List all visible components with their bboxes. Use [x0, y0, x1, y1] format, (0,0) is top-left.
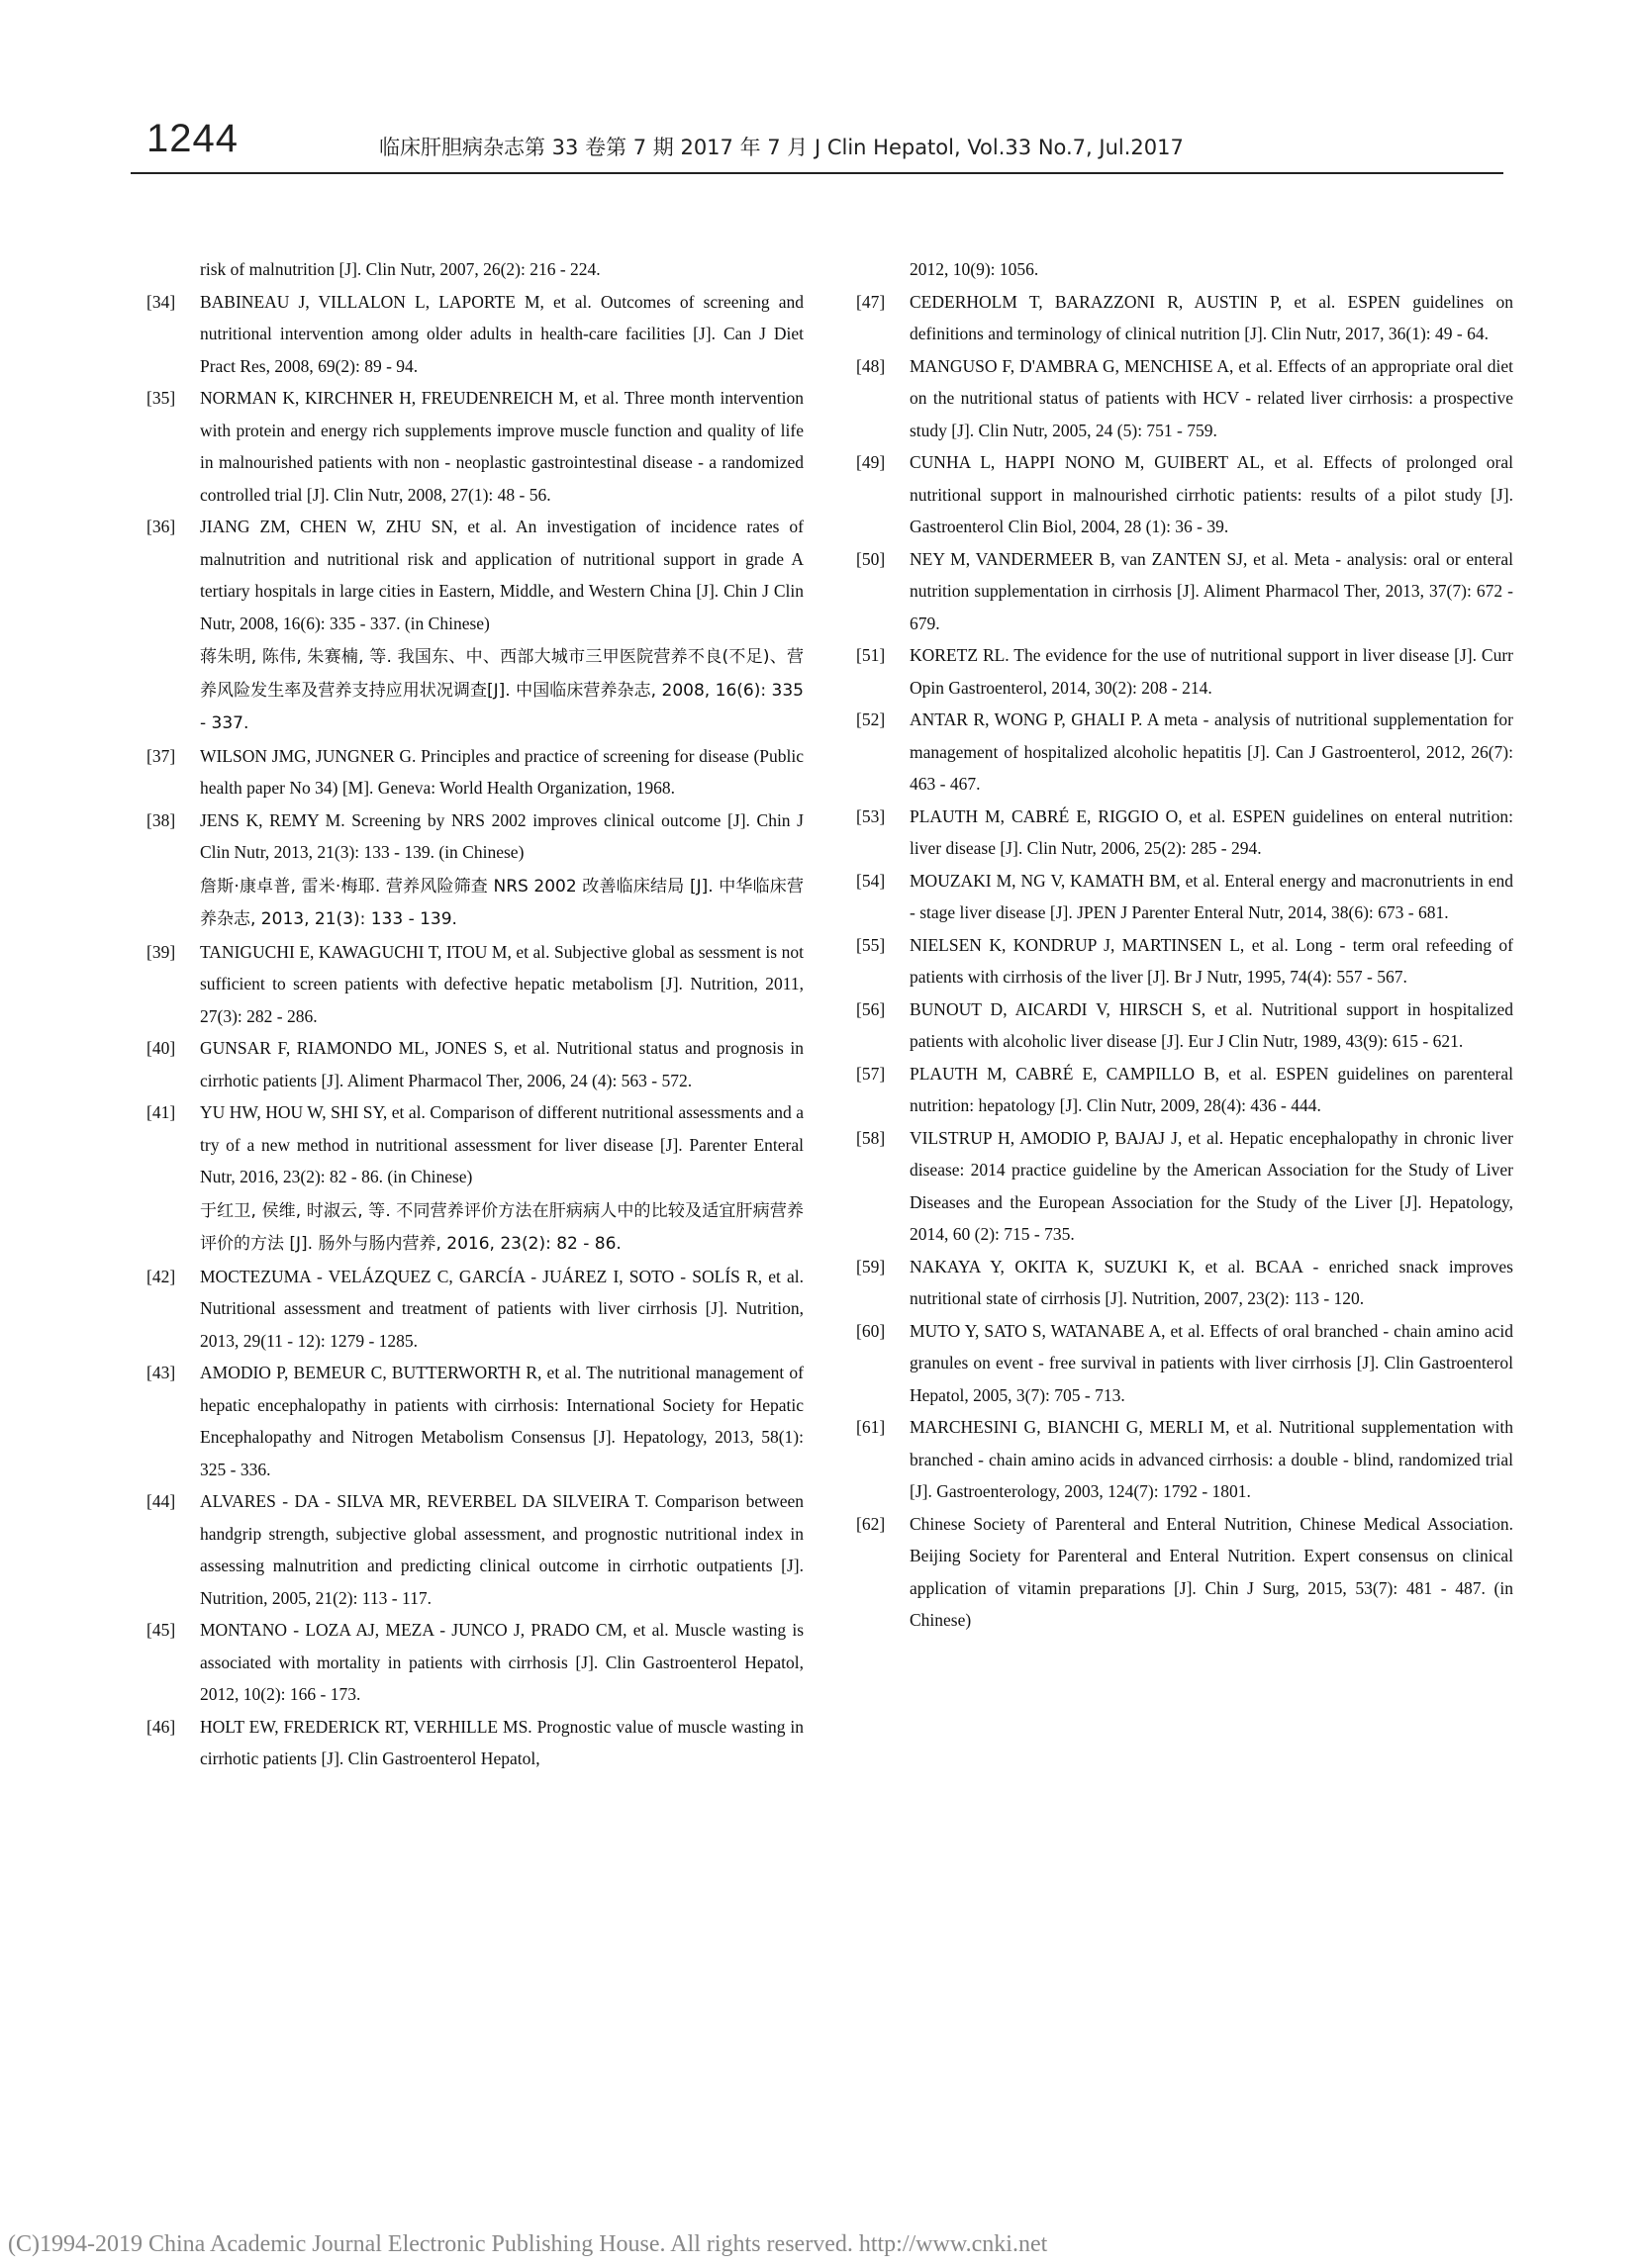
reference-text-block [910, 543, 1513, 640]
reference-item [856, 865, 1513, 929]
reference-item [146, 740, 804, 804]
reference-item [856, 1251, 1513, 1315]
reference-number: [54] [856, 870, 886, 891]
reference-text: HOLT EW, FREDERICK RT, VERHILLE MS. Prognostic value of muscle wasting in cirrhotic patients [J]. Clin Gastroenterol Hepatol, [200, 1716, 804, 1768]
reference-number: [58] [856, 1127, 886, 1148]
reference-item [856, 1122, 1513, 1251]
copyright-footer: (C)1994-2019 China Academic Journal Electronic Publishing House. All rights reserved. http://www.cnki.net [8, 2231, 1048, 2257]
reference-item [146, 511, 804, 740]
reference-text: Chinese Society of Parenteral and Enteral Nutrition, Chinese Medical Association. Beijing Society for Parenteral and Enteral Nutrition. Expert consensus on clinical application of vitamin preparations [J]. Chin J Surg, 2015, 53(7): 481 - 487. (in Chinese) [910, 1513, 1513, 1630]
reference-text: TANIGUCHI E, KAWAGUCHI T, ITOU M, et al. Subjective global as sessment is not sufficient to screen patients with defective hepatic metabolism [J]. Nutrition, 2011, 27(3): 282 - 286. [200, 941, 804, 1026]
reference-item [146, 253, 804, 286]
reference-number: [39] [146, 941, 176, 962]
reference-text-block [910, 350, 1513, 447]
reference-number: [53] [856, 805, 886, 826]
reference-number: [43] [146, 1363, 176, 1382]
reference-item [856, 543, 1513, 640]
reference-text-block [910, 704, 1513, 801]
reference-text: risk of malnutrition [J]. Clin Nutr, 2007, 26(2): 216 - 224. [200, 259, 601, 279]
reference-item [146, 1711, 804, 1775]
reference-item [146, 1261, 804, 1358]
reference-item [146, 1096, 804, 1261]
reference-text: GUNSAR F, RIAMONDO ML, JONES S, et al. Nutritional status and prognosis in cirrhotic patients [J]. Aliment Pharmacol Ther, 2006, 24 (4): 563 - 572. [200, 1038, 804, 1090]
reference-item [856, 704, 1513, 801]
reference-text-block [200, 804, 804, 936]
reference-item [856, 993, 1513, 1058]
reference-number: [42] [146, 1266, 176, 1286]
reference-chinese-text: 蒋朱明, 陈伟, 朱赛楠, 等. 我国东、中、西部大城市三甲医院营养不良(不足)、营养风险发生率及营养支持应用状况调查[J]. 中国临床营养杂志, 2008, 16(6): 335 - 337. [200, 647, 804, 733]
reference-text-block [200, 1032, 804, 1096]
reference-number: [40] [146, 1038, 176, 1058]
reference-number: [51] [856, 645, 886, 665]
reference-item [146, 804, 804, 936]
reference-text: BABINEAU J, VILLALON L, LAPORTE M, et al. Outcomes of screening and nutritional intervention among older adults in health-care facilities [J]. Can J Diet Pract Res, 2008, 69(2): 89 - 94. [200, 291, 804, 376]
reference-number: [56] [856, 998, 886, 1019]
reference-text-block [200, 1485, 804, 1614]
reference-text-block [910, 446, 1513, 543]
reference-number: [41] [146, 1102, 176, 1122]
reference-item [146, 1614, 804, 1711]
reference-text: MARCHESINI G, BIANCHI G, MERLI M, et al. Nutritional supplementation with branched - chain amino acids in advanced cirrhosis: a double - blind, randomized trial [J]. Gastroenterology, 2003, 124(7): 1792 - 1801. [910, 1417, 1513, 1501]
reference-text: NAKAYA Y, OKITA K, SUZUKI K, et al. BCAA - enriched snack improves nutritional state of cirrhosis [J]. Nutrition, 2007, 23(2): 113 - 120. [910, 1256, 1513, 1308]
reference-text: MOCTEZUMA - VELÁZQUEZ C, GARCÍA - JUÁREZ I, SOTO - SOLÍS R, et al. Nutritional assessment and treatment of patients with liver cirrhosis [J]. Nutrition, 2013, 29(11 - 12): 1279 - 1285. [200, 1266, 804, 1351]
reference-text: JENS K, REMY M. Screening by NRS 2002 improves clinical outcome [J]. Chin J Clin Nutr, 2013, 21(3): 133 - 139. (in Chinese) [200, 809, 804, 862]
reference-text: MONTANO - LOZA AJ, MEZA - JUNCO J, PRADO CM, et al. Muscle wasting is associated with mortality in patients with cirrhosis [J]. Clin Gastroenterol Hepatol, 2012, 10(2): 166 - 173. [200, 1620, 804, 1704]
reference-text: NEY M, VANDERMEER B, van ZANTEN SJ, et al. Meta - analysis: oral or enteral nutrition supplementation in cirrhosis [J]. Aliment Pharmacol Ther, 2013, 37(7): 672 - 679. [910, 548, 1513, 633]
reference-text: MANGUSO F, D'AMBRA G, MENCHISE A, et al. Effects of an appropriate oral diet on the nutritional status of patients with HCV - related liver cirrhosis: a prospective study [J]. Clin Nutr, 2005, 24 (5): 751 - 759. [910, 355, 1513, 440]
reference-item [146, 936, 804, 1033]
reference-item [146, 1485, 804, 1614]
reference-item [146, 1357, 804, 1485]
reference-text-block [200, 382, 804, 511]
reference-text-block [200, 286, 804, 383]
reference-text-block [200, 1261, 804, 1358]
reference-text: CEDERHOLM T, BARAZZONI R, AUSTIN P, et al. ESPEN guidelines on definitions and terminology of clinical nutrition [J]. Clin Nutr, 2017, 36(1): 49 - 64. [910, 291, 1513, 343]
reference-item [856, 253, 1513, 286]
reference-number: [55] [856, 934, 886, 955]
reference-text: WILSON JMG, JUNGNER G. Principles and practice of screening for disease (Public health paper No 34) [M]. Geneva: World Health Organization, 1968. [200, 745, 804, 798]
reference-number: [36] [146, 517, 176, 536]
reference-item [856, 446, 1513, 543]
reference-number: [59] [856, 1256, 886, 1276]
reference-text: ANTAR R, WONG P, GHALI P. A meta - analysis of nutritional supplementation for management of hospitalized alcoholic hepatitis [J]. Can J Gastroenterol, 2012, 26(7): 463 - 467. [910, 709, 1513, 794]
reference-item [146, 382, 804, 511]
reference-item [856, 286, 1513, 350]
reference-item [856, 1315, 1513, 1412]
reference-text-block [200, 1096, 804, 1261]
reference-item [146, 1032, 804, 1096]
reference-number: [62] [856, 1513, 886, 1534]
reference-number: [60] [856, 1320, 886, 1341]
reference-number: [57] [856, 1063, 886, 1084]
header-rule [131, 172, 1503, 174]
reference-text-block [200, 253, 804, 286]
reference-text: JIANG ZM, CHEN W, ZHU SN, et al. An investigation of incidence rates of malnutrition and nutritional risk and application of nutritional support in grade A tertiary hospitals in large cities in Eastern, Middle, and Western China [J]. Chin J Clin Nutr, 2008, 16(6): 335 - 337. (in Chinese) [200, 517, 804, 633]
reference-item [856, 801, 1513, 865]
reference-number: [44] [146, 1491, 176, 1511]
reference-number: [50] [856, 548, 886, 569]
reference-text: MOUZAKI M, NG V, KAMATH BM, et al. Enteral energy and macronutrients in end - stage liver disease [J]. JPEN J Parenter Enteral Nutr, 2014, 38(6): 673 - 681. [910, 870, 1513, 922]
page-number: 1244 [146, 117, 239, 160]
reference-item [856, 1058, 1513, 1122]
reference-text: VILSTRUP H, AMODIO P, BAJAJ J, et al. Hepatic encephalopathy in chronic liver disease: 2014 practice guideline by the American Association for the Study of Liver Diseases and the European Association for the Study of the Liver [J]. Hepatology, 2014, 60 (2): 715 - 735. [910, 1127, 1513, 1244]
reference-text-block [910, 286, 1513, 350]
reference-text-block [910, 993, 1513, 1058]
reference-text: KORETZ RL. The evidence for the use of nutritional support in liver disease [J]. Curr Opin Gastroenterol, 2014, 30(2): 208 - 214. [910, 645, 1513, 698]
reference-number: [61] [856, 1417, 886, 1437]
reference-chinese-text: 詹斯·康卓普, 雷米·梅耶. 营养风险筛查 NRS 2002 改善临床结局 [J]. 中华临床营养杂志, 2013, 21(3): 133 - 139. [200, 876, 804, 929]
reference-number: [34] [146, 291, 176, 312]
reference-text: PLAUTH M, CABRÉ E, RIGGIO O, et al. ESPEN guidelines on enteral nutrition: liver disease [J]. Clin Nutr, 2006, 25(2): 285 - 294. [910, 805, 1513, 858]
reference-text: AMODIO P, BEMEUR C, BUTTERWORTH R, et al. The nutritional management of hepatic encephalopathy in patients with cirrhosis: International Society for Hepatic Encephalopathy and Nitrogen Metabolism Consensus [J]. Hepatology, 2013, 58(1): 325 - 336. [200, 1363, 804, 1479]
reference-text-block [200, 511, 804, 740]
references-right-column [856, 253, 1513, 1637]
reference-number: [52] [856, 709, 886, 729]
reference-text: BUNOUT D, AICARDI V, HIRSCH S, et al. Nutritional support in hospitalized patients with alcoholic liver disease [J]. Eur J Clin Nutr, 1989, 43(9): 615 - 621. [910, 998, 1513, 1051]
reference-text-block [910, 1251, 1513, 1315]
reference-number: [48] [856, 355, 886, 376]
reference-item [856, 350, 1513, 447]
reference-text: ALVARES - DA - SILVA MR, REVERBEL DA SILVEIRA T. Comparison between handgrip strength, subjective global assessment, and prognostic nutritional index in assessing malnutrition and predicting clinical outcome in cirrhotic outpatients [J]. Nutrition, 2005, 21(2): 113 - 117. [200, 1491, 804, 1608]
reference-text: MUTO Y, SATO S, WATANABE A, et al. Effects of oral branched - chain amino acid granules on event - free survival in patients with liver cirrhosis [J]. Clin Gastroenterol Hepatol, 2005, 3(7): 705 - 713. [910, 1320, 1513, 1405]
reference-number: [46] [146, 1716, 176, 1737]
reference-text: CUNHA L, HAPPI NONO M, GUIBERT AL, et al. Effects of prolonged oral nutritional support in malnourished cirrhotic patients: results of a pilot study [J]. Gastroenterol Clin Biol, 2004, 28 (1): 36 - 39. [910, 452, 1513, 536]
reference-text-block [200, 740, 804, 804]
reference-text-block [910, 253, 1513, 286]
reference-text-block [910, 1411, 1513, 1508]
references-left-column [146, 253, 804, 1775]
reference-chinese-text: 于红卫, 侯维, 时淑云, 等. 不同营养评价方法在肝病病人中的比较及适宜肝病营养评价的方法 [J]. 肠外与肠内营养, 2016, 23(2): 82 - 86. [200, 1200, 804, 1254]
running-title: 临床肝胆病杂志第 33 卷第 7 期 2017 年 7 月 J Clin Hepatol, Vol.33 No.7, Jul.2017 [379, 136, 1184, 159]
reference-text-block [910, 929, 1513, 993]
reference-item [146, 286, 804, 383]
reference-text: PLAUTH M, CABRÉ E, CAMPILLO B, et al. ESPEN guidelines on parenteral nutrition: hepatology [J]. Clin Nutr, 2009, 28(4): 436 - 444. [910, 1063, 1513, 1115]
reference-text-block [200, 1357, 804, 1485]
reference-text-block [200, 936, 804, 1033]
reference-text: YU HW, HOU W, SHI SY, et al. Comparison of different nutritional assessments and a try of a new method in nutritional assessment for liver disease [J]. Parenter Enteral Nutr, 2016, 23(2): 82 - 86. (in Chinese) [200, 1102, 804, 1186]
reference-text-block [200, 1711, 804, 1775]
reference-text: NORMAN K, KIRCHNER H, FREUDENREICH M, et al. Three month intervention with protein and energy rich supplements improve muscle function and quality of life in malnourished patients with non - neoplastic gastrointestinal disease - a randomized controlled trial [J]. Clin Nutr, 2008, 27(1): 48 - 56. [200, 388, 804, 505]
reference-text-block [910, 801, 1513, 865]
reference-text-block [910, 1122, 1513, 1251]
reference-text-block [910, 639, 1513, 704]
reference-text: NIELSEN K, KONDRUP J, MARTINSEN L, et al. Long - term oral refeeding of patients with cirrhosis of the liver [J]. Br J Nutr, 1995, 74(4): 557 - 567. [910, 934, 1513, 987]
reference-item [856, 929, 1513, 993]
reference-item [856, 1508, 1513, 1637]
reference-text-block [910, 1508, 1513, 1637]
reference-number: [38] [146, 809, 176, 830]
reference-number: [47] [856, 291, 886, 312]
reference-item [856, 639, 1513, 704]
reference-number: [49] [856, 452, 886, 472]
reference-text-block [200, 1614, 804, 1711]
reference-text-block [910, 1058, 1513, 1122]
reference-text-block [910, 1315, 1513, 1412]
reference-number: [45] [146, 1620, 176, 1640]
reference-item [856, 1411, 1513, 1508]
reference-number: [37] [146, 745, 176, 766]
reference-text-block [910, 865, 1513, 929]
reference-number: [35] [146, 388, 176, 408]
reference-text: 2012, 10(9): 1056. [910, 259, 1039, 279]
